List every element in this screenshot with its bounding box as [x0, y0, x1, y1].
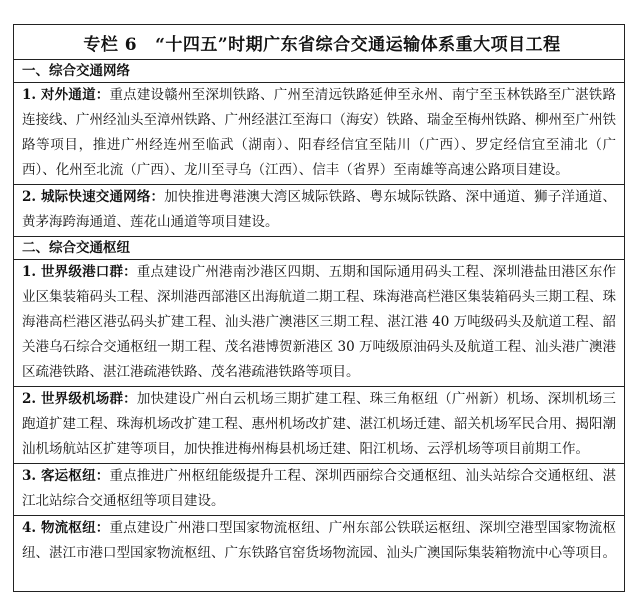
box-heading: “十四五”时期广东省综合交通运输体系重大项目工程: [155, 34, 561, 55]
item-head: 1. 世界级港口群：: [22, 264, 137, 280]
item-text: 重点建设赣州至深圳铁路、广州至清远铁路延伸至永州、南宁至玉林铁路至广湛铁路连接线、广州经汕头至漳州铁路、广州经湛江至海口（海安）铁路、瑞金至梅州铁路、柳州至广州铁路等项目，推进广州经连州至临武（湖南）、阳春经信宜至陆川（广西）、罗定经信宜至浦北（广西）、化州至北流（广西）、龙川至寻乌（江西）、信丰（省界）至南雄等高速公路项目建设。: [22, 87, 616, 178]
item-port-cluster: [14, 260, 624, 387]
item-head: 4. 物流枢纽：: [22, 520, 110, 536]
item-text: 加快推进粤港澳大湾区城际铁路、粤东城际铁路、深中通道、狮子洋通道、黄茅海跨海通道、莲花山通道等项目建设。: [22, 189, 616, 230]
item-head: 2. 城际快速交通网络：: [22, 189, 165, 205]
feature-box: [13, 24, 625, 592]
item-text: 重点建设广州港南沙港区四期、五期和国际通用码头工程、深圳港盐田港区东作业区集装箱码头工程、深圳港西部港区出海航道二期工程、珠海港高栏港区集装箱码头三期工程、珠海港高栏港区港弘码头扩建工程、汕头港广澳港区三期工程、湛江港 40 万吨级码头及航道工程、韶关港乌石综合交通枢纽一期工程、茂名港博贺新港区 30 万吨级原油码头及航道工程、汕头港广澳港区疏港铁路、湛江港疏港铁路、茂名港疏港铁路等项目。: [22, 264, 616, 380]
box-number: 专栏 6: [83, 34, 138, 55]
item-intercity-network: [14, 185, 624, 237]
section-heading-network: 一、综合交通网络: [14, 60, 624, 83]
item-head: 1. 对外通道：: [22, 87, 110, 103]
item-airport-cluster: [14, 387, 624, 464]
box-title: [14, 25, 624, 60]
item-head: 2. 世界级机场群：: [22, 391, 137, 407]
item-logistics-hubs: [14, 516, 624, 567]
item-text: 加快建设广州白云机场三期扩建工程、珠三角枢纽（广州新）机场、深圳机场三跑道扩建工程、珠海机场改扩建工程、惠州机场改扩建、湛江机场迁建、韶关机场军民合用、揭阳潮汕机场航站区扩建等项目，加快推进梅州梅县机场迁建、阳江机场、云浮机场等项目前期工作。: [22, 391, 616, 457]
box-content: [14, 60, 624, 567]
item-text: 重点推进广州枢纽能级提升工程、深圳西丽综合交通枢纽、汕头站综合交通枢纽、湛江北站综合交通枢纽等项目建设。: [22, 468, 616, 509]
item-head: 3. 客运枢纽：: [22, 468, 110, 484]
item-passenger-hubs: [14, 464, 624, 516]
section-heading-hubs: 二、综合交通枢纽: [14, 237, 624, 260]
item-external-corridors: [14, 83, 624, 185]
item-text: 重点建设广州港口型国家物流枢纽、广州东部公铁联运枢纽、深圳空港型国家物流枢纽、湛江市港口型国家物流枢纽、广东铁路官窑货场物流园、汕头广澳国际集装箱物流中心等项目。: [22, 520, 616, 561]
